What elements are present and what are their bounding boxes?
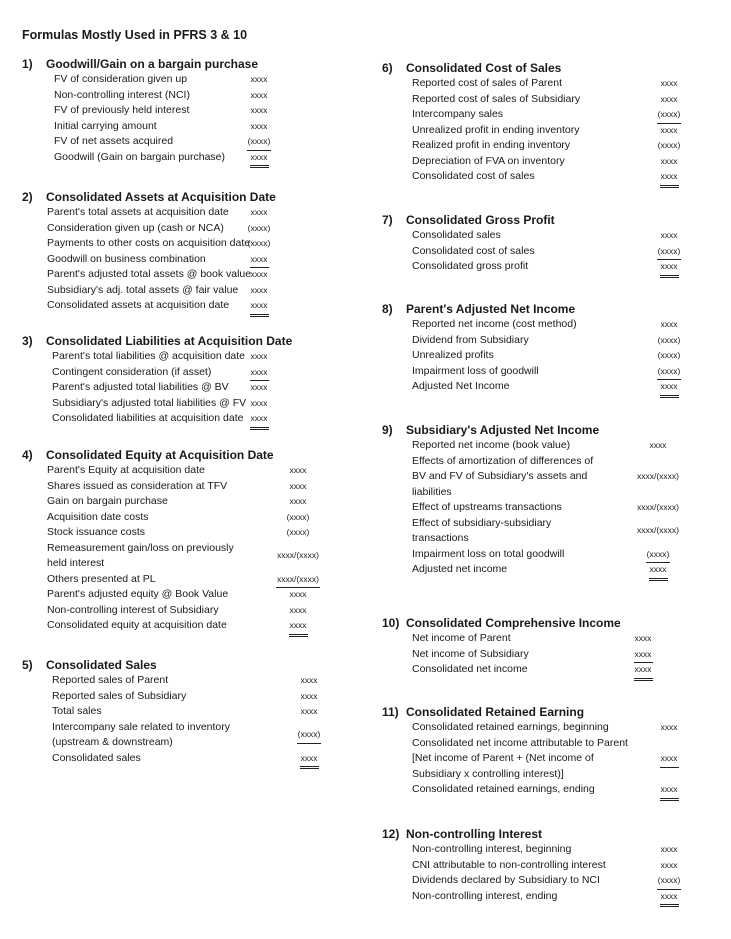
section-number: 9) [382,423,393,437]
line-item-value: xxxx [289,480,307,491]
line-item-value: xxxx [250,382,268,392]
line-item [382,379,694,395]
line-item-label: Payments to other costs on acquisition date [47,237,251,249]
line-item [22,751,334,767]
line-item-label: Stock issuance costs [47,526,146,538]
line-item-value: (xxxx) [247,222,271,233]
line-item-value: xxxx [250,351,268,361]
line-item-label: Consolidated equity at acquisition date [47,619,227,631]
formula-section [382,615,668,678]
line-item-value: xxxx [622,562,694,581]
line-item-label: Gain on bargain purchase [47,495,168,507]
line-item-label: Parent's total assets at acquisition date [47,206,229,218]
section-heading [22,447,334,463]
line-item-value: (xxxx) [234,134,284,151]
line-item [22,525,334,541]
line-item-value: xxxx [644,751,694,768]
line-item [22,673,334,689]
line-item-value: (xxxx) [644,873,694,890]
section-heading [382,615,668,631]
line-item-value: xxxx/(xxxx) [262,572,334,589]
line-item-label: Effect of subsidiary-subsidiary transactions [412,516,552,544]
formula-section [382,212,694,275]
line-item-value: (xxxx) [657,140,681,150]
line-item [382,259,694,275]
section-number: 2) [22,190,33,204]
section-number: 8) [382,302,393,316]
line-item-label: Goodwill on business combination [47,252,206,265]
line-item [382,562,694,578]
line-item [382,454,694,501]
line-item [22,704,334,720]
line-item [382,858,694,874]
section-heading [382,60,694,76]
line-item-label: Shares issued as consideration at TFV [47,479,228,492]
line-item [22,587,334,603]
line-item-label: Adjusted net income [412,563,508,575]
line-item-label: Contingent consideration (if asset) [52,365,212,378]
line-item-label: Initial carrying amount [54,119,157,132]
line-item-label: Non-controlling interest (NCI) [54,88,190,101]
line-item-value: xxxx [284,751,334,770]
line-item-value: xxxx [644,259,694,278]
line-item-value: xxxx [250,89,268,100]
line-item [382,873,694,889]
line-item-label: Consolidated retained earnings, ending [412,783,595,795]
line-item-label: Consideration given up (cash or NCA) [47,221,224,234]
section-heading [382,826,694,842]
section-title: Consolidated Cost of Sales [406,61,562,75]
line-item-label: FV of net assets acquired [54,135,174,147]
section-title: Parent's Adjusted Net Income [406,302,576,316]
section-title: Consolidated Sales [46,658,157,672]
line-item-value: xxxx [660,844,678,854]
line-item [382,154,694,170]
line-item-value: xxxx [234,365,284,382]
line-item-value: xxxx [644,169,694,188]
line-item-value: xxxx [250,120,268,131]
line-item [382,438,694,454]
line-item [382,516,694,547]
line-item-value: (xxxx) [657,334,681,345]
line-item-label: Dividends declared by Subsidiary to NCI [412,874,600,886]
line-item [382,76,694,92]
section-title: Goodwill/Gain on a bargain purchase [46,57,259,71]
line-item [382,107,694,123]
line-item [22,494,334,510]
line-item [22,221,284,237]
line-item [22,411,284,427]
line-item [382,631,668,647]
line-item-label: Effects of amortization of differences of BV and FV of Subsidiary's assets and liabilities [412,454,594,498]
formula-section [22,189,284,314]
line-item [22,72,284,88]
line-item-label: FV of consideration given up [54,73,188,85]
line-item [382,123,694,139]
line-item-value: xxxx [300,690,318,701]
line-item [382,138,694,154]
line-item-label: Net income of Subsidiary [412,647,529,660]
line-item-label: Reported sales of Parent [52,674,169,686]
line-item [22,119,284,135]
line-item-value: xxxx [660,124,678,135]
line-item-label: Net income of Parent [412,632,511,644]
section-title: Non-controlling Interest [406,827,542,841]
formula-section [382,422,694,578]
line-item-value: xxxx [234,252,284,269]
line-item [22,252,284,268]
line-item [22,720,334,751]
line-item-label: Realized profit in ending inventory [412,139,571,151]
line-item-value: xxxx [660,319,678,329]
section-heading [382,704,694,720]
line-item-label: Consolidated cost of sales [412,170,535,182]
line-item-label: Reported net income (cost method) [412,318,577,330]
line-item-value: (xxxx) [286,527,310,537]
section-number: 10) [382,616,400,630]
section-heading [382,422,694,438]
line-item-value: xxxx [289,589,307,599]
line-item-value: xxxx [649,440,667,450]
line-item-label: Consolidated assets at acquisition date [47,299,230,311]
line-item-label: Impairment loss of goodwill [412,364,539,377]
line-item-label: Subsidiary's adjusted total liabilities @ FV [52,396,247,409]
section-title: Subsidiary's Adjusted Net Income [406,423,600,437]
line-item-value: xxxx [250,207,268,217]
line-item-label: Subsidiary's adj. total assets @ fair value [47,283,239,296]
line-item [382,647,668,663]
line-item [22,103,284,119]
line-item-label: Goodwill (Gain on bargain purchase) [54,150,226,163]
line-item [382,736,694,783]
line-item-label: Unrealized profits [412,349,494,361]
formula-section [382,60,694,185]
line-item-value: (xxxx) [644,107,694,124]
section-heading [382,301,694,317]
line-item-label: Adjusted Net Income [412,380,510,392]
section-number: 5) [22,658,33,672]
line-item-value: xxxx [289,496,307,506]
section-heading [22,333,293,349]
line-item-label: Consolidated liabilities at acquisition date [52,412,244,424]
line-item [22,618,334,634]
line-item-label: Dividend from Subsidiary [412,333,529,346]
line-item-value: xxxx [660,155,678,166]
section-heading [22,657,334,673]
line-item-label: Depreciation of FVA on inventory [412,154,565,167]
line-item [22,463,334,479]
line-item [22,134,284,150]
line-item [22,205,284,221]
line-item-value: (xxxx) [286,511,310,522]
line-item-value: xxxx [618,662,668,681]
section-heading [382,212,694,228]
section-number: 1) [22,57,33,71]
section-title: Consolidated Retained Earning [406,705,585,719]
line-item [22,267,284,283]
section-title: Consolidated Equity at Acquisition Date [46,448,274,462]
line-item-value: xxxx [300,706,318,716]
line-item-label: Reported cost of sales of Subsidiary [412,92,581,105]
section-number: 12) [382,827,400,841]
line-item-label: Non-controlling interest of Subsidiary [47,603,219,616]
line-item-value: xxxx [234,411,284,430]
line-item [382,500,694,516]
line-item-label: Consolidated sales [52,751,141,764]
line-item-label: FV of previously held interest [54,104,190,116]
section-title: Consolidated Assets at Acquisition Date [46,190,276,204]
line-item-value: xxxx [660,230,678,240]
line-item-label: Non-controlling interest, beginning [412,843,572,855]
line-item-label: Others presented at PL [47,572,156,585]
line-item-label: Parent's total liabilities @ acquisition date [52,350,246,362]
formula-section [382,301,694,395]
line-item [382,228,694,244]
line-item-value: (xxxx) [657,350,681,360]
line-item-label: Unrealized profit in ending inventory [412,123,580,136]
line-item-value: xxxx [250,284,268,295]
line-item [382,364,694,380]
line-item-label: Consolidated net income [412,663,528,675]
line-item-label: Total sales [52,705,102,717]
line-item-label: Consolidated sales [412,229,501,241]
formula-section [22,657,334,766]
line-item [382,662,668,678]
line-item [382,889,694,905]
line-item-value: (xxxx) [644,244,694,261]
line-item-value: (xxxx) [622,547,694,564]
line-item-value: xxxx [660,93,678,104]
line-item [22,365,284,381]
section-number: 6) [382,61,393,75]
line-item-value: xxxx [300,675,318,685]
line-item [382,348,694,364]
line-item-value: xxxx [250,74,268,84]
line-item [22,88,284,104]
line-item-label: Parent's Equity at acquisition date [47,464,205,476]
section-heading [22,56,284,72]
line-item [382,782,694,798]
line-item-value: xxxx [644,782,694,801]
line-item-label: Impairment loss on total goodwill [412,547,565,560]
line-item-label: CNI attributable to non-controlling interest [412,858,606,871]
line-item [22,396,284,412]
line-item-label: Remeasurement gain/loss on previously held interest [47,541,234,569]
formula-section [22,333,293,427]
line-item-value: (xxxx) [644,364,694,381]
line-item [382,333,694,349]
line-item-value: xxxx [660,859,678,870]
line-item [382,244,694,260]
section-number: 7) [382,213,393,227]
formula-section [22,447,334,634]
line-item-value: (xxxx) [284,727,334,744]
line-item-label: Consolidated cost of sales [412,244,535,257]
line-item-value: xxxx [234,298,284,317]
line-item [382,169,694,185]
line-item-label: Intercompany sales [412,108,504,120]
line-item [382,547,694,563]
line-item [22,510,334,526]
line-item-value: xxxx [644,379,694,398]
line-item-value: xxxx [250,105,268,115]
line-item [382,317,694,333]
line-item-value: xxxx [644,889,694,908]
line-item-value: xxxx [660,78,678,88]
section-number: 11) [382,705,399,719]
line-item [22,380,284,396]
line-item-label: Reported sales of Subsidiary [52,689,187,702]
line-item [382,842,694,858]
formula-section [22,56,284,165]
line-item [382,720,694,736]
line-item [22,283,284,299]
line-item [22,479,334,495]
line-item [22,689,334,705]
line-item-value: xxxx [234,150,284,169]
line-item-value: xxxx [250,269,268,279]
line-item-value: xxxx [634,633,652,643]
line-item [22,541,334,572]
line-item-value: (xxxx) [247,238,271,248]
line-item [22,298,284,314]
line-item [22,150,284,166]
line-item [382,92,694,108]
formula-section [382,826,694,904]
line-item-value: xxxx [250,397,268,408]
line-item-value: xxxx/(xxxx) [276,550,320,561]
line-item-value: xxxx [289,604,307,615]
line-item-label: Intercompany sale related to inventory (upstream & downstream) [52,720,231,748]
section-title: Consolidated Comprehensive Income [406,616,621,630]
line-item-label: Consolidated gross profit [412,260,529,272]
line-item [22,236,284,252]
line-item-value: xxxx/(xxxx) [636,471,680,481]
line-item-label: Effect of upstreams transactions [412,501,562,513]
line-item [22,349,284,365]
line-item-label: Reported net income (book value) [412,439,571,451]
line-item-value: xxxx [660,722,678,732]
line-item-label: Non-controlling interest, ending [412,889,558,902]
section-number: 4) [22,448,33,462]
line-item [22,572,334,588]
line-item-value: xxxx [262,618,334,637]
line-item-value: xxxx/(xxxx) [636,525,680,536]
line-item-label: Parent's adjusted equity @ Book Value [47,588,229,600]
line-item-label: Reported cost of sales of Parent [412,77,562,89]
line-item-value: xxxx [618,647,668,664]
document-title: Formulas Mostly Used in PFRS 3 & 10 [22,28,248,42]
line-item-value: xxxx/(xxxx) [636,502,680,512]
line-item-value: xxxx [289,465,307,475]
line-item-label: Consolidated retained earnings, beginning [412,721,609,733]
section-heading [22,189,284,205]
section-title: Consolidated Gross Profit [406,213,555,227]
line-item-label: Acquisition date costs [47,510,149,523]
section-title: Consolidated Liabilities at Acquisition Date [46,334,293,348]
line-item-label: Parent's adjusted total liabilities @ BV [52,381,229,393]
formula-section [382,704,694,798]
line-item-label: Consolidated net income attributable to Parent [Net income of Parent + (Net income of Subsidiary x controlling interest)] [412,736,628,780]
line-item-label: Parent's adjusted total assets @ book value [47,268,252,280]
section-number: 3) [22,334,33,348]
line-item [22,603,334,619]
